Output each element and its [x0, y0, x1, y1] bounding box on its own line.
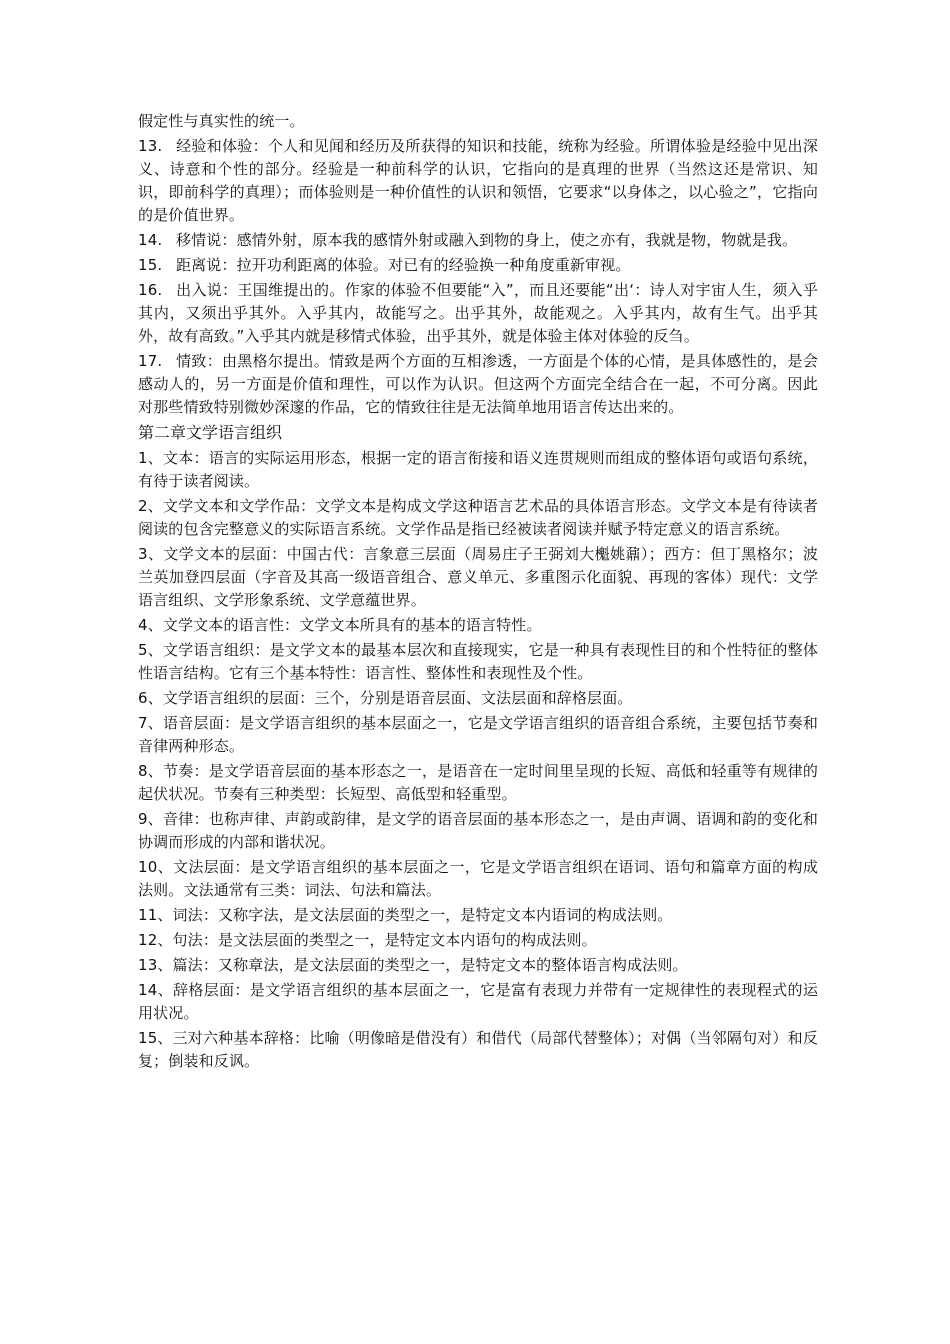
- paragraph-number: 14.: [138, 231, 163, 249]
- paragraph-text: 出入说：王国维提出的。作家的体验不但要能“入”，而且还要能“出‘：诗人对宇宙人生，须入乎其内，又须出乎其外。入乎其内，故能写之。出乎其外，故能观之。入乎其内，故有生气。出乎其外，故有高致。”入乎其内就是移情式体验，出乎其外，就是体验主体对体验的反刍。: [138, 281, 818, 345]
- intro-line: 假定性与真实性的统一。: [138, 112, 305, 130]
- list-item: 3、文学文本的层面：中国古代：言象意三层面（周易庄子王弼刘大櫆姚鼐）；西方：但丁黑格尔；波兰英加登四层面（字音及其高一级语音组合、意义单元、多重图示化面貌、再现的客体）现代：文学语言组织、文学形象系统、文学意蕴世界。: [138, 545, 818, 609]
- chapter-title: 第二章文学语言组织: [138, 423, 283, 442]
- list-item: 6、文学语言组织的层面：三个，分别是语音层面、文法层面和辞格层面。: [138, 689, 633, 707]
- paragraph-text: 距离说：拉开功利距离的体验。对已有的经验换一种角度重新审视。: [176, 256, 631, 274]
- list-item: 1、文本：语言的实际运用形态，根据一定的语言衔接和语义连贯规则而组成的整体语句或语句系统，有待于读者阅读。: [138, 449, 818, 490]
- list-item: 13、篇法：又称章法，是文法层面的类型之一，是特定文本的整体语言构成法则。: [138, 956, 688, 974]
- numbered-paragraph: [138, 254, 818, 277]
- list-item: 12、句法：是文法层面的类型之一，是特定文本内语句的构成法则。: [138, 931, 597, 949]
- numbered-paragraph: [138, 279, 818, 348]
- numbered-paragraph: [138, 229, 818, 252]
- list-item: 10、文法层面：是文学语言组织的基本层面之一，它是文学语言组织在语词、语句和篇章方面的构成法则。文法通常有三类：词法、句法和篇法。: [138, 858, 818, 899]
- list-item: 11、词法：又称字法，是文法层面的类型之一，是特定文本内语词的构成法则。: [138, 906, 673, 924]
- paragraph-text: 移情说：感情外射，原本我的感情外射或融入到物的身上，使之亦有，我就是物，物就是我。: [176, 231, 798, 249]
- document-page: [138, 110, 818, 1075]
- paragraph-number: 16.: [138, 281, 163, 299]
- list-item: 9、音律：也称声律、声韵或韵律，是文学的语音层面的基本形态之一，是由声调、语调和韵的变化和协调而形成的内部和谐状况。: [138, 810, 818, 851]
- numbered-paragraph: [138, 135, 818, 227]
- list-item: 5、文学语言组织：是文学文本的最基本层次和直接现实，它是一种具有表现性目的和个性特征的整体性语言结构。它有三个基本特性：语言性、整体性和表现性及个性。: [138, 641, 818, 682]
- paragraph-number: 13.: [138, 137, 163, 155]
- paragraph-number: 17.: [138, 352, 163, 370]
- list-item: 15、三对六种基本辞格：比喻（明像暗是借没有）和借代（局部代替整体）；对偶（当邻隔句对）和反复；倒装和反讽。: [138, 1029, 818, 1070]
- numbered-paragraph: [138, 350, 818, 419]
- list-item: 8、节奏：是文学语音层面的基本形态之一，是语音在一定时间里呈现的长短、高低和轻重等有规律的起伏状况。节奏有三种类型：长短型、高低型和轻重型。: [138, 762, 818, 803]
- list-item: 4、文学文本的语言性：文学文本所具有的基本的语言特性。: [138, 616, 542, 634]
- list-item: 7、语音层面：是文学语言组织的基本层面之一，它是文学语言组织的语音组合系统，主要包括节奏和音律两种形态。: [138, 714, 818, 755]
- list-item: 14、辞格层面：是文学语言组织的基本层面之一，它是富有表现力并带有一定规律性的表现程式的运用状况。: [138, 981, 818, 1022]
- paragraph-number: 15.: [138, 256, 163, 274]
- list-item: 2、文学文本和文学作品：文学文本是构成文学这种语言艺术品的具体语言形态。文学文本是有待读者阅读的包含完整意义的实际语言系统。文学作品是指已经被读者阅读并赋予特定意义的语言系统。: [138, 497, 818, 538]
- paragraph-text: 情致：由黑格尔提出。情致是两个方面的互相渗透，一方面是个体的心情，是具体感性的，是会感动人的，另一方面是价值和理性，可以作为认识。但这两个方面完全结合在一起，不可分离。因此对那些情致特别微妙深邃的作品，它的情致往往是无法简单地用语言传达出来的。: [138, 352, 818, 416]
- paragraph-text: 经验和体验：个人和见闻和经历及所获得的知识和技能，统称为经验。所谓体验是经验中见出深义、诗意和个性的部分。经验是一种前科学的认识，它指向的是真理的世界（当然这还是常识、知识，即前科学的真理）；而体验则是一种价值性的认识和领悟，它要求“以身体之，以心验之”，它指向的是价值世界。: [138, 137, 818, 224]
